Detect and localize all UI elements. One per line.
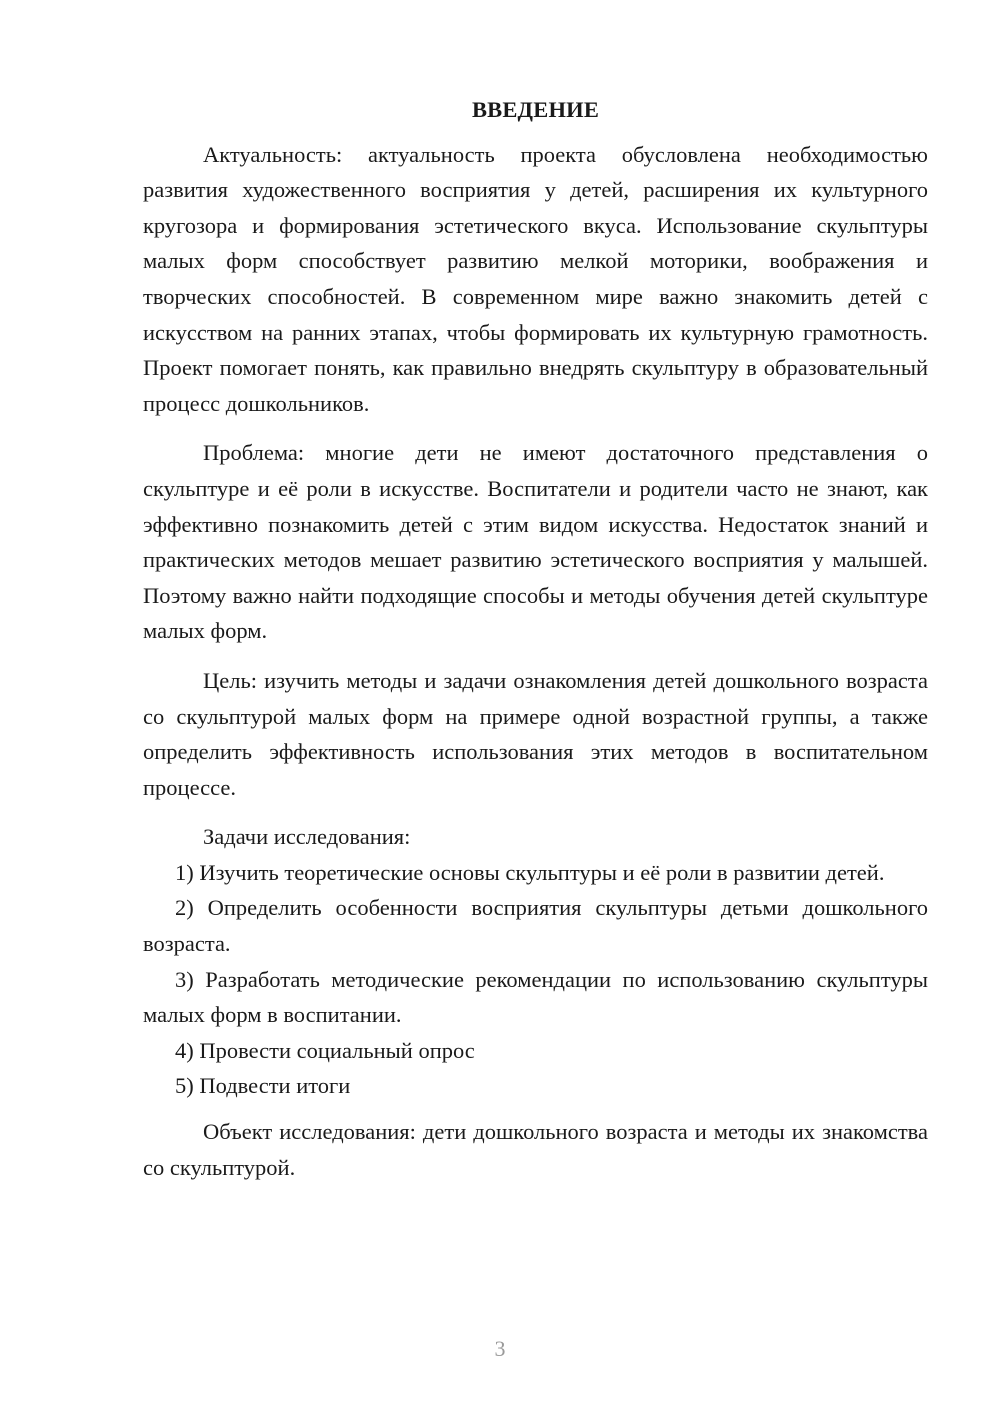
section-title: ВВЕДЕНИЕ [471, 97, 600, 122]
tasks-heading: Задачи исследования: [203, 824, 411, 850]
paragraph-object: Объект исследования: дети дошкольного возраста и методы их знакомства со скульптурой. [143, 1119, 928, 1180]
task-item-2: 2) Определить особенности восприятия скульптуры детьми дошкольного возраста. [143, 895, 928, 957]
paragraph-goal: Цель: изучить методы и задачи ознакомления детей дошкольного возраста со скульптурой малых форм на примере одной возрастной группы, а также определить эффективность использования этих методов в воспитательном процессе. [143, 667, 928, 800]
page-content [143, 92, 928, 1185]
paragraph-problem: Проблема: многие дети не имеют достаточного представления о скульптуре и её роли в искусстве. Воспитатели и родители часто не знают, как эффективно познакомить детей с этим видом искусства. Недостаток знаний и практических методов мешает развитию эстетического восприятия у малышей. Поэтому важно найти подходящие способы и методы обучения детей скульптуре малых форм. [143, 440, 928, 644]
task-item-3: 3) Разработать методические рекомендации по использованию скульптуры малых форм в воспитании. [143, 966, 928, 1028]
task-item-5: 5) Подвести итоги [175, 1073, 351, 1099]
task-item-4: 4) Провести социальный опрос [175, 1037, 475, 1063]
task-item-1: 1) Изучить теоретические основы скульптуры и её роли в развитии детей. [175, 859, 885, 885]
page-number: 3 [494, 1336, 506, 1361]
paragraph-relevance: Актуальность: актуальность проекта обусловлена необходимостью развития художественного восприятия у детей, расширения их культурного кругозора и формирования эстетического вкуса. Использование скульптуры малых форм способствует развитию мелкой моторики, воображения и творческих способностей. В современном мире важно знакомить детей с искусством на ранних этапах, чтобы формировать их культурную грамотность. Проект помогает понять, как правильно внедрять скульптуру в образовательный процесс дошкольников. [143, 141, 928, 416]
